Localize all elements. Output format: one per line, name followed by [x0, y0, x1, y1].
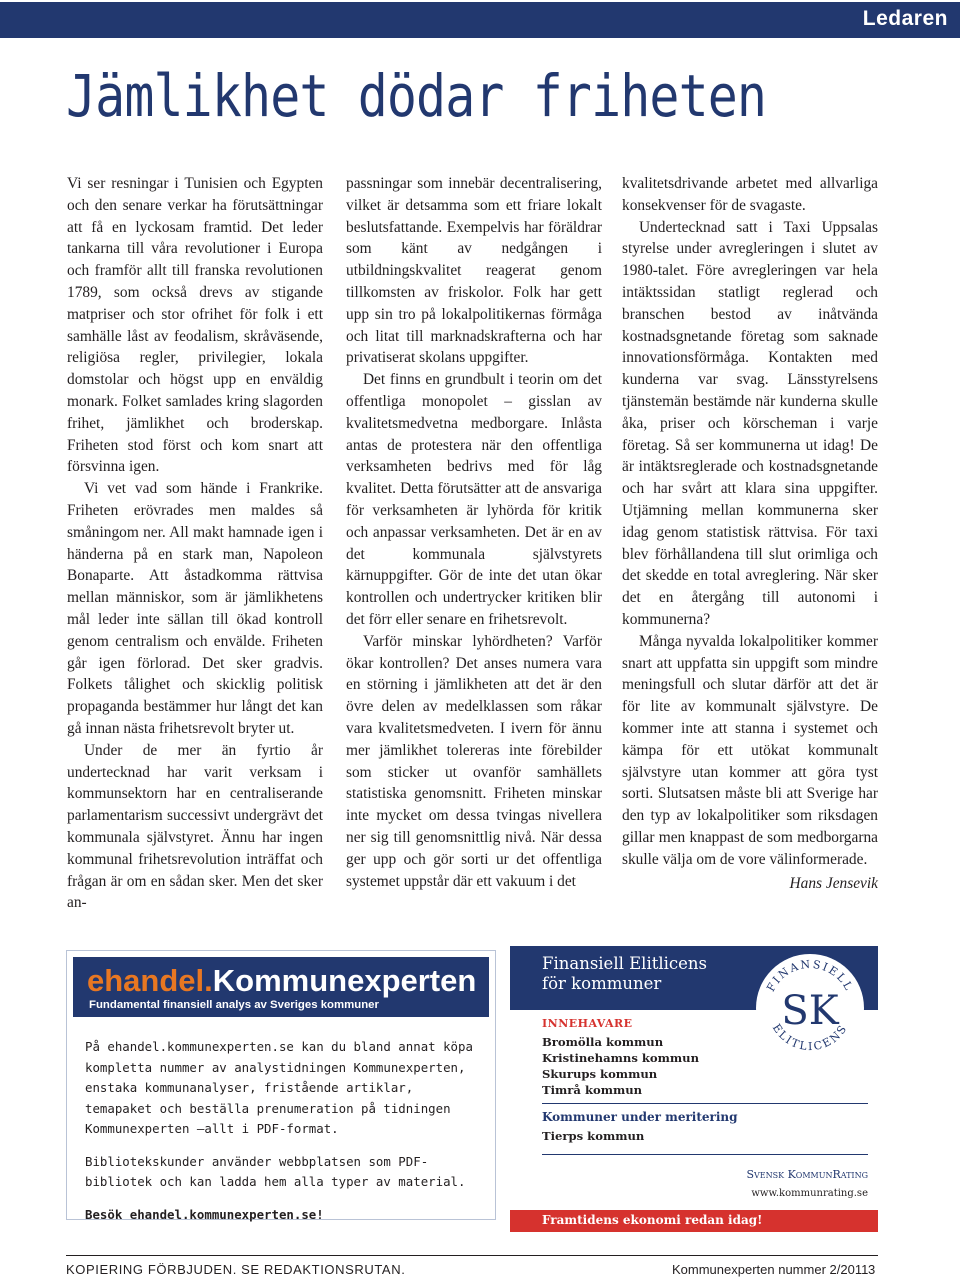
section-header-bar	[0, 2, 960, 38]
holder-item: Skurups kommun	[542, 1067, 658, 1081]
paragraph: kvalitetsdrivande arbetet med allvarliga konsekvenser för de svagaste.	[622, 175, 878, 214]
article-column-1	[67, 173, 323, 914]
paragraph: Varför minskar lyhördheten? Varför ökar kontrollen? Det anses numera vara en störning i jämlikheten att det är den övre delen av medelklassen som råkar vara kvalitetsmedveten. I ivern för ännu mer jämlikhet tolereras inte förebilder som sticker ut ovanför samhällets statistiska genomsnitt. Friheten minskar inte mycket om dessa tvingas nivellera ner sig till genomsnittlig nivå. När dessa ger upp och gör sorti ur det offentliga systemet uppstår där ett vakuum i det	[346, 632, 602, 890]
author-signature: Hans Jensevik	[789, 874, 878, 892]
article-headline: Jämlikhet dödar friheten	[66, 62, 767, 130]
ehandel-advert[interactable]	[66, 950, 496, 1220]
organization-website-link[interactable]: www.kommunrating.se	[751, 1188, 868, 1199]
divider	[542, 1154, 868, 1155]
elitlicens-seal-icon	[754, 952, 866, 1064]
page-number: 3	[868, 1262, 876, 1277]
ehandel-paragraph: Bibliotekskunder använder webbplatsen som PDF-bibliotek och kan ladda hem alla typer av material.	[85, 1153, 466, 1189]
elitlicens-advert[interactable]	[510, 946, 878, 1232]
svg-text:ELITLICENS: ELITLICENS	[769, 1021, 851, 1054]
meriting-heading: Kommuner under meritering	[542, 1110, 738, 1124]
holders-heading: INNEHAVARE	[542, 1017, 633, 1030]
ehandel-paragraph: På ehandel.kommunexperten.se kan du bland annat köpa kompletta nummer av analystidningen Kommunexperten, enstaka kommunanalyser, fristående artiklar, temapaket och beställa prenumeration på tidningen Kommunexperten –allt i PDF-format.	[85, 1039, 473, 1136]
paragraph: Under de mer än fyrtio år undertecknad har varit verksam i kommunsektorn har en centraliserande parlamentarism successivt undergrävt det kommunala självstyret. Ännu har ingen kommunal frihetsrevolution inträffat och frågan är om en sådan sker. Men det sker an-	[67, 741, 323, 912]
paragraph: passningar som innebär decentralisering, vilket är detsamma som ett friare lokalt beslutsfattande. Exempelvis har föräldrar som känt av nedgången i utbildningskvalitet reagerat genom tillkomsten av friskolor. Folk har gett upp sin tro på lokalpolitikernas förmåga och litat till marknadskrafterna och har privatiserat skolans uppgifter.	[346, 175, 602, 367]
footer-copyright: KOPIERING FÖRBJUDEN. SE REDAKTIONSRUTAN.	[66, 1262, 406, 1277]
paragraph: Undertecknad satt i Taxi Uppsalas styrelse under avregleringen i slutet av 1980-talet. Före avregleringen var hela intäktssidan statligt reglerad och branschen bestod av inåtvända kostnadsgnetande företag som saknade innovationsförmåga. Kontakten med kunderna var svag. Länsstyrelsens tjänstemän bestämde när kunderna skulle åka, priser och körscheman i varje företag. Så ser kommunerna ut idag! De är intäktsreglerade och kostnadsgnetande och har svårt att klara sina uppgifter. Utjämning mellan kommunerna sker idag genom statistisk rättvisa. För taxi blev förhållandena till slut orimliga och det skedde en total avreglering. När sker det en återgång till autonomi i kommunerna?	[622, 218, 878, 628]
elitlicens-footer-bar	[510, 1210, 878, 1232]
ehandel-body	[85, 1037, 481, 1237]
meriting-item: Tierps kommun	[542, 1129, 645, 1143]
ehandel-banner	[73, 957, 489, 1017]
paragraph: Vi ser resningar i Tunisien och Egypten och den senare verkar ha förutsättningar att få en lyckosam framtid. Det leder tankarna till våra revolutioner i Europa och framför allt till franska revolutionen 1789, som också drevs av stigande matpriser och stor ofrihet för folk i ett samhälle låst av feodalism, skråväsende, religiösa regler, privilegier, lokala domstolar och högst upp en enväldig monark. Folket samlades kring slagorden frihet, jämlikhet och broderskap. Friheten stod först och kom snart att försvinna igen.	[67, 175, 323, 476]
paragraph: Det finns en grundbult i teorin om det offentliga monopolet – gisslan av kvalitetsmedvetna medborgare. Inlåsta antas de protestera när den offentliga verksamheten bedrivs med för låg kvalitet. Detta förutsätter att de ansvariga för verksamheten är lyhörda för kritik och anpassar verksamheten. Det är en av det kommunala självstyrets kärnuppgifter. Gör de inte det utan ökar kontrollen och undertrycker kritiken blir det förr eller senare en frihetsrevolt.	[346, 371, 602, 628]
ehandel-logo: ehandel.Kommunexperten	[87, 963, 477, 998]
organization-name: Svensk KommunRating	[746, 1168, 868, 1181]
paragraph: Vi vet vad som hände i Frankrike. Friheten erövrades men maldes så småningom ner. All makt hamnade igen i händerna på en stark man, Napoleon Bonaparte. Att åstadkomma rättvisa mellan människor, som är jämlikhetens mål leder inte sällan till ökad kontroll genom centralism och envälde. Friheten går igen förlorad. Det sker gradvis. Folkets tålighet och skicklig politisk propaganda bestämmer hur långt det kan gå innan nästa frihetsrevolt bryter ut.	[67, 480, 323, 737]
holder-item: Bromölla kommun	[542, 1035, 664, 1049]
article-column-3	[622, 173, 878, 894]
article-column-2	[346, 173, 602, 892]
holder-item: Kristinehamns kommun	[542, 1051, 700, 1065]
holder-item: Timrå kommun	[542, 1083, 643, 1097]
svg-text:FINANSIELL: FINANSIELL	[764, 957, 856, 994]
section-label: Ledaren	[862, 7, 948, 30]
divider	[542, 1103, 868, 1104]
footer-rule	[66, 1255, 878, 1256]
paragraph: Många nyvalda lokalpolitiker kommer snart att uppfatta sin uppgift som mindre meningsfull och slutar därför att det är för lite av kommunalt självstyre. De kommer inte att stanna i systemet och kämpa för ett utökat kommunalt självstyre utan kommer att göra tyst sorti. Slutsatsen måste bli att Sverige har den typ av lokalpolitiker som riksdagen gillar men knappast de som medborgarna skulle välja om de vore välinformerade.	[622, 632, 878, 868]
footer-issue: Kommunexperten nummer 2/2011	[672, 1262, 869, 1277]
ehandel-tagline: Fundamental finansiell analys av Sveriges kommuner	[89, 999, 379, 1011]
elitlicens-slogan: Framtidens ekonomi redan idag!	[542, 1213, 763, 1227]
ehandel-cta-link[interactable]: Besök ehandel.kommunexperten.se!	[85, 1206, 324, 1222]
svg-text:SK: SK	[781, 988, 839, 1034]
elitlicens-title: Finansiell Elitlicens för kommuner	[542, 954, 708, 993]
